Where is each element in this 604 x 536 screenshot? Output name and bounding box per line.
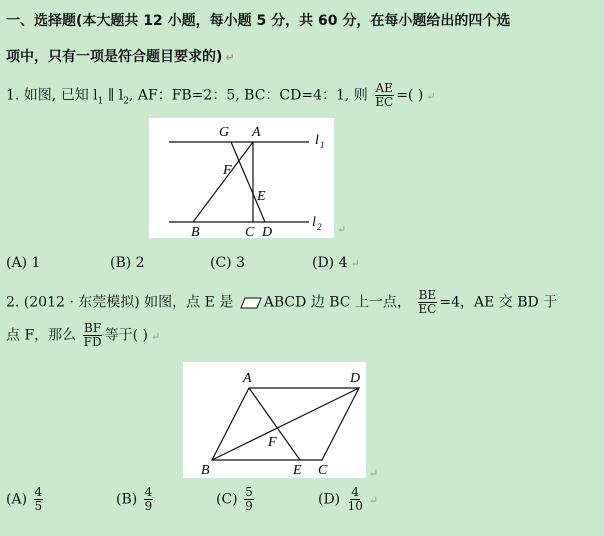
q2-option-a-label: (A): [6, 491, 28, 508]
q1-option-d[interactable]: [312, 255, 360, 271]
q2-figure: [183, 362, 366, 478]
return-mark: ↵: [350, 257, 360, 270]
label-C: C: [245, 225, 255, 238]
q1-fraction: [374, 82, 394, 109]
q1-tail: =( ): [396, 87, 424, 104]
q1-figure-svg: [149, 118, 334, 238]
return-mark: ↵: [426, 89, 436, 103]
q2-figure-svg: [183, 362, 366, 478]
q2-fraction-be-ec: [417, 289, 437, 316]
label-l2-sub: 2: [317, 222, 322, 232]
label-A: A: [252, 125, 261, 140]
frac-den: 9: [245, 499, 253, 513]
q1-option-c[interactable]: (C) 3: [210, 255, 245, 271]
q1-frac-num: AE: [375, 81, 393, 95]
q2-frac2-num: BF: [84, 321, 102, 335]
q2-option-a[interactable]: [6, 486, 45, 513]
frac-den: 9: [144, 499, 153, 513]
diagonal-BD: [212, 388, 359, 460]
q2-option-b-fraction: [144, 486, 154, 513]
q1-option-b[interactable]: (B) 2: [110, 255, 145, 271]
q2-option-a-fraction: [34, 486, 44, 513]
label-D: D: [350, 371, 361, 386]
q2-stem-part1: 2. (2012 · 东莞模拟) 如图，点 E 是: [6, 294, 234, 311]
q2-frac2-den: FD: [83, 335, 102, 349]
q1-figure: [149, 118, 334, 238]
section-title-line2: [6, 46, 235, 66]
parallelogram-icon: [240, 297, 262, 309]
q2-fraction-bf-fd: [83, 322, 103, 349]
q1-l1-sub: 1: [97, 96, 104, 107]
label-B: B: [191, 225, 200, 238]
return-mark: ↵: [225, 51, 235, 64]
label-G: G: [219, 125, 230, 140]
q1-stem-parallel: ∥ l: [107, 87, 124, 104]
frac-den: 5: [34, 499, 43, 513]
q2-option-d-fraction: [347, 486, 364, 513]
frac-num: 4: [351, 485, 360, 499]
q1-frac-den: EC: [375, 95, 394, 109]
label-E: E: [293, 463, 302, 478]
q2-option-c-label: (C): [216, 491, 238, 508]
q1-option-a[interactable]: (A) 1: [6, 255, 41, 271]
section-title-line1: 一、选择题(本大题共 12 小题，每小题 5 分，共 60 分，在每小题给出的四个选: [6, 13, 511, 29]
return-mark: ↵: [337, 223, 347, 236]
frac-den: 10: [347, 499, 363, 513]
q2-option-c-fraction: [244, 486, 254, 513]
frac-num: 4: [34, 485, 43, 499]
q2-option-b[interactable]: [116, 486, 155, 513]
frac-num: 5: [245, 485, 253, 499]
label-l1-sub: 1: [320, 140, 325, 150]
q2-option-c[interactable]: [216, 486, 256, 513]
q2-stem-part2: ABCD 边 BC 上一点，: [263, 294, 411, 311]
q2-option-b-label: (B): [116, 491, 138, 508]
return-mark: ↵: [369, 467, 379, 480]
label-A: A: [243, 371, 252, 386]
label-E: E: [257, 189, 266, 204]
frac-num: 4: [144, 485, 153, 499]
q2-frac-den: EC: [418, 302, 437, 316]
q2-stem: [6, 289, 557, 316]
label-C: C: [318, 463, 328, 478]
segment-AB: [193, 142, 253, 222]
q1-stem-text: 1. 如图, 已知 l: [6, 87, 98, 104]
q1-stem: [6, 82, 436, 109]
label-l2: l: [312, 215, 316, 230]
label-D: D: [262, 225, 273, 238]
q2-option-d[interactable]: [318, 486, 378, 513]
label-F: F: [223, 163, 232, 178]
q2-stem-part3: =4，AE 交 BD 于: [439, 294, 558, 311]
q2-line2-part1: 点 F，那么: [6, 327, 77, 344]
segment-GD: [231, 142, 265, 222]
q1-l2-sub: 2: [123, 96, 129, 107]
q1-stem-rest: , AF：FB=2：5, BC：CD=4：1, 则: [128, 87, 368, 104]
return-mark: ↵: [368, 493, 379, 507]
q2-stem-line2: [6, 322, 160, 349]
label-l1: l: [315, 133, 319, 148]
label-F: F: [268, 435, 277, 450]
q2-frac-num: BE: [418, 288, 437, 302]
q1-option-d-text: (D) 4: [312, 255, 348, 271]
q2-line2-part2: 等于( ): [104, 327, 148, 344]
label-B: B: [201, 463, 210, 478]
return-mark: ↵: [150, 329, 161, 343]
section-title-text: 项中，只有一项是符合题目要求的): [6, 49, 223, 65]
q2-option-d-label: (D): [318, 491, 341, 508]
